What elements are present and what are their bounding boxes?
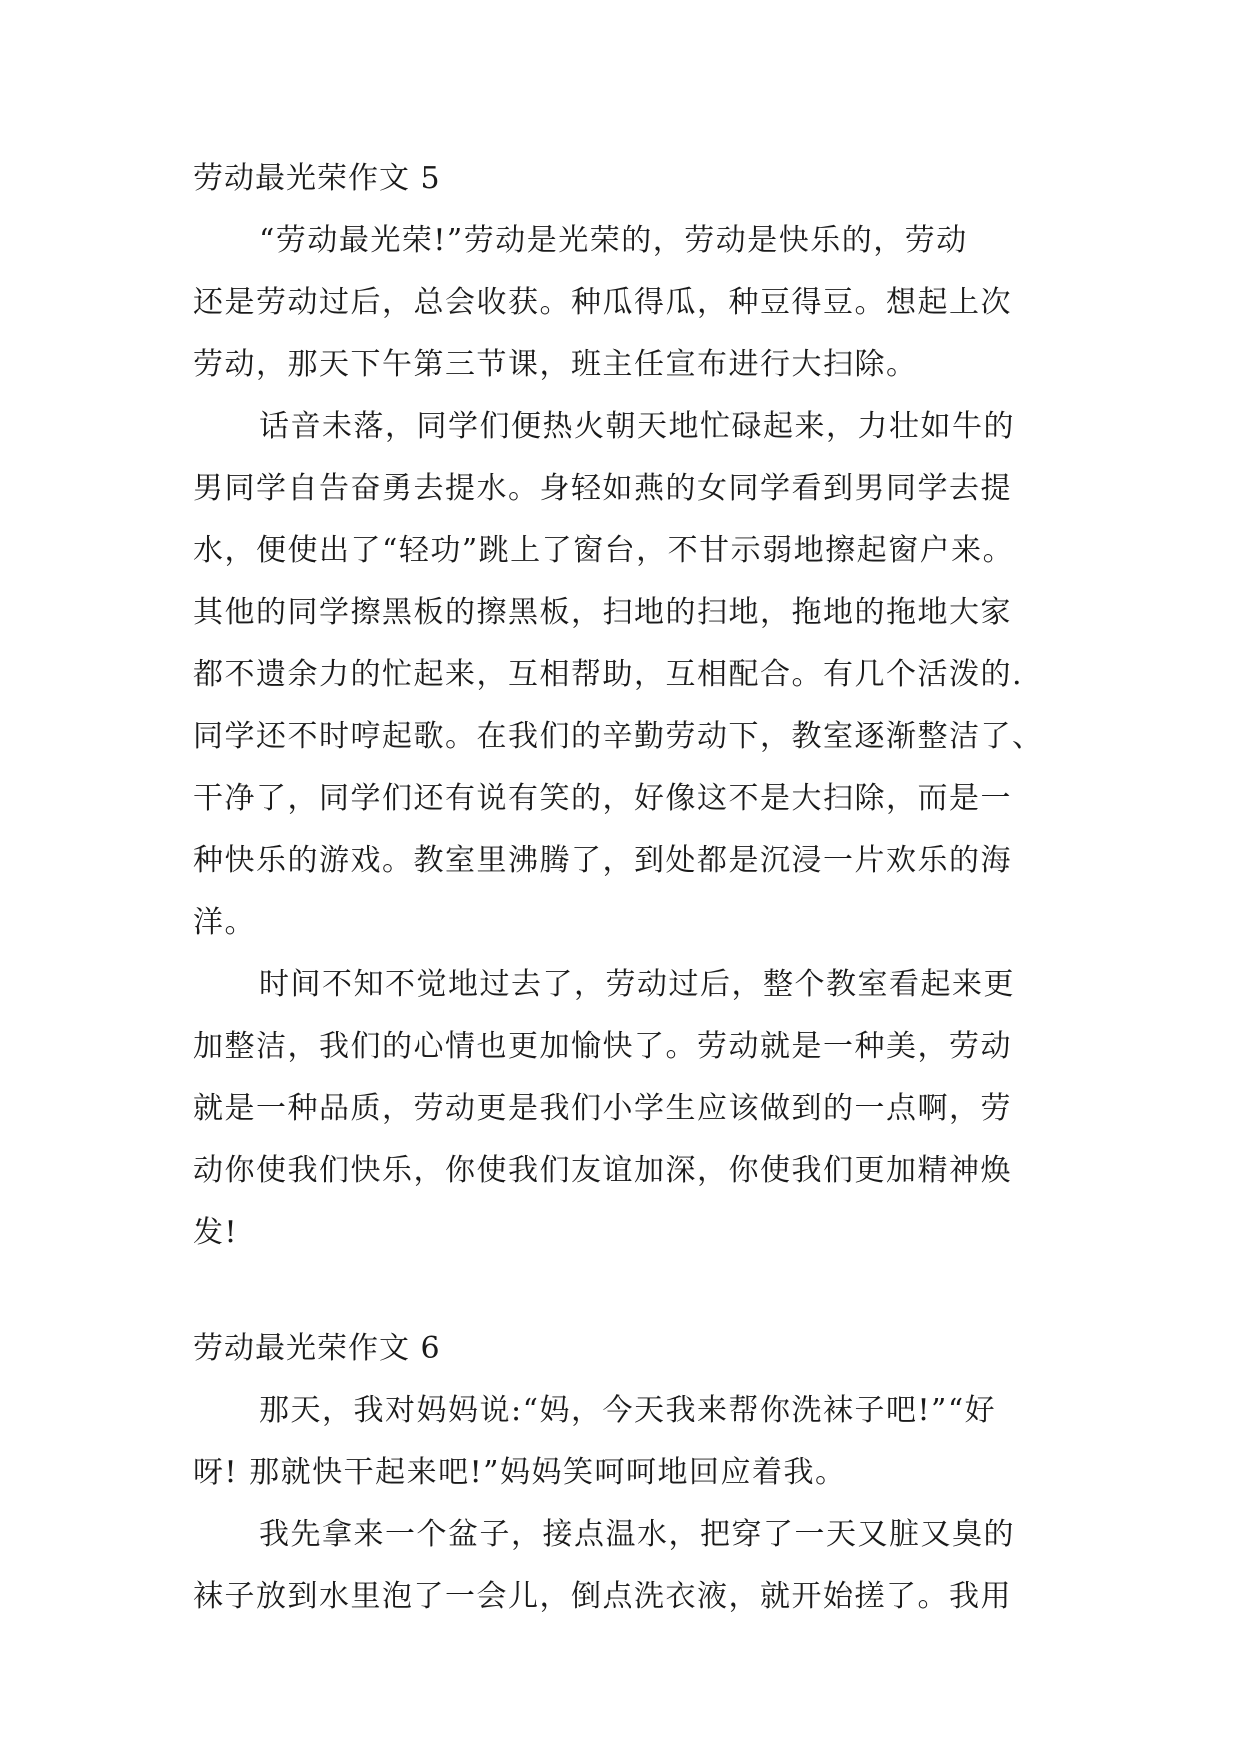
text-line: 发!	[193, 1215, 239, 1250]
section-spacer	[193, 1264, 1053, 1318]
text-line: “劳动最光荣!”劳动是光荣的，劳动是快乐的，劳动	[259, 223, 968, 258]
paragraph	[193, 954, 1053, 1264]
text-line: 水，便使出了“轻功”跳上了窗台，不甘示弱地擦起窗户来。	[193, 533, 1015, 568]
paragraph	[193, 1380, 1053, 1504]
text-line: 时间不知不觉地过去了，劳动过后，整个教室看起来更	[259, 967, 1015, 1002]
essay-section-5	[193, 148, 1053, 1264]
text-line: 男同学自告奋勇去提水。身轻如燕的女同学看到男同学去提	[193, 471, 1012, 506]
text-line: 还是劳动过后，总会收获。种瓜得瓜，种豆得豆。想起上次	[193, 285, 1012, 320]
text-line: 那天，我对妈妈说:“妈，今天我来帮你洗袜子吧!”“好	[259, 1393, 997, 1428]
text-line: 干净了，同学们还有说有笑的，好像这不是大扫除，而是一	[193, 781, 1012, 816]
text-line: 就是一种品质，劳动更是我们小学生应该做到的一点啊，劳	[193, 1091, 1012, 1126]
section-title: 劳动最光荣作文 6	[193, 1331, 441, 1366]
essay-section-6	[193, 1318, 1053, 1628]
text-line: 加整洁，我们的心情也更加愉快了。劳动就是一种美，劳动	[193, 1029, 1012, 1064]
text-line: 洋。	[193, 905, 256, 940]
paragraph	[193, 396, 1053, 954]
text-line: 同学还不时哼起歌。在我们的辛勤劳动下，教室逐渐整洁了、	[193, 719, 1044, 754]
text-line: 话音未落，同学们便热火朝天地忙碌起来，力壮如牛的	[259, 409, 1015, 444]
text-line: 袜子放到水里泡了一会儿，倒点洗衣液，就开始搓了。我用	[193, 1579, 1012, 1614]
text-line: 种快乐的游戏。教室里沸腾了，到处都是沉浸一片欢乐的海	[193, 843, 1012, 878]
text-line: 我先拿来一个盆子，接点温水，把穿了一天又脏又臭的	[259, 1517, 1015, 1552]
paragraph	[193, 210, 1053, 396]
paragraph	[193, 1504, 1053, 1628]
text-line: 都不遗余力的忙起来，互相帮助，互相配合。有几个活泼的.	[193, 657, 1024, 692]
text-line: 劳动，那天下午第三节课，班主任宣布进行大扫除。	[193, 347, 918, 382]
document-page	[193, 148, 1053, 1628]
text-line: 呀! 那就快干起来吧!”妈妈笑呵呵地回应着我。	[193, 1455, 847, 1490]
text-line: 其他的同学擦黑板的擦黑板，扫地的扫地，拖地的拖地大家	[193, 595, 1012, 630]
text-line: 动你使我们快乐，你使我们友谊加深，你使我们更加精神焕	[193, 1153, 1012, 1188]
section-title: 劳动最光荣作文 5	[193, 161, 441, 196]
